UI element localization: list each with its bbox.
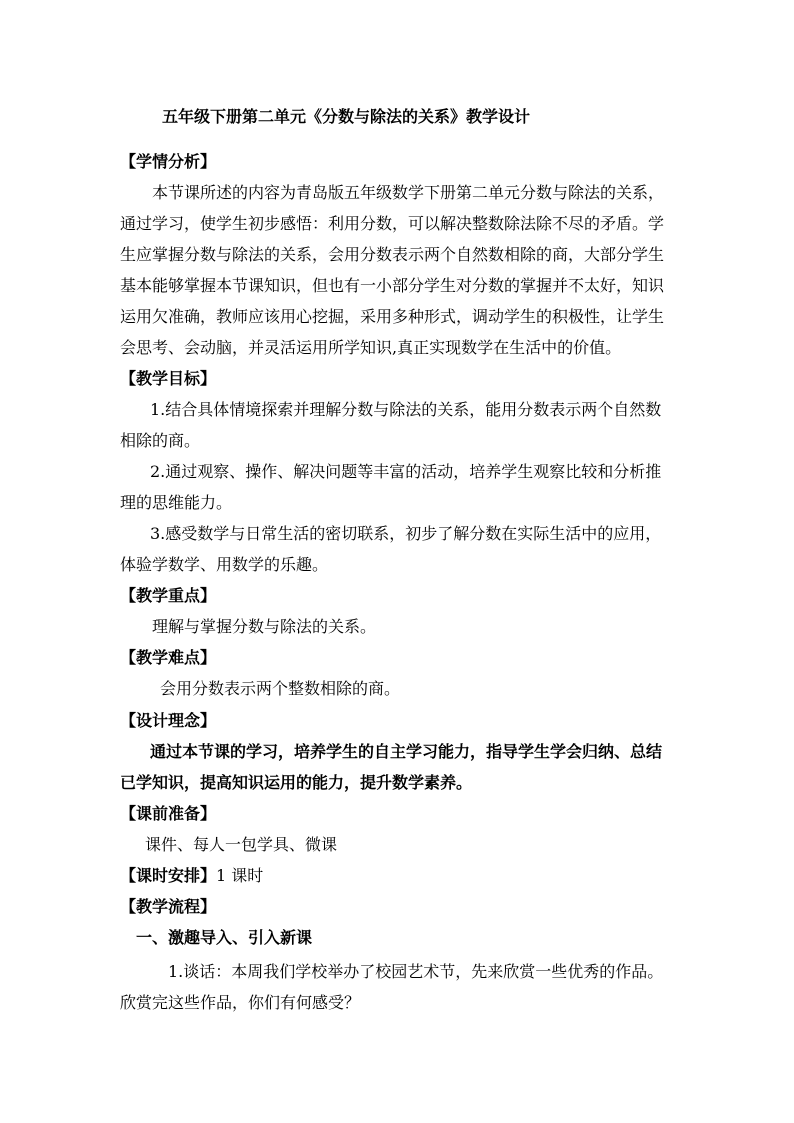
heading-student-analysis: 【学情分析】 <box>120 152 217 171</box>
student-analysis-line: 运用欠准确，教师应该用心挖掘，采用多种形式，调动学生的积极性，让学生 <box>120 307 665 326</box>
student-analysis-line: 会思考、会动脑，并灵活运用所学知识,真正实现数学在生活中的价值。 <box>120 338 622 357</box>
difficulties-text: 会用分数表示两个整数相除的商。 <box>160 679 401 698</box>
student-analysis-line: 基本能够掌握本节课知识，但也有一小部分学生对分数的掌握并不太好，知识 <box>120 276 665 295</box>
document-title: 五年级下册第二单元《分数与除法的关系》教学设计 <box>162 107 531 126</box>
key-points-text: 理解与掌握分数与除法的关系。 <box>152 617 377 636</box>
student-analysis-line: 通过学习，使学生初步感悟：利用分数，可以解决整数除法除不尽的矛盾。学 <box>120 214 665 233</box>
design-concept-line: 已学知识，提高知识运用的能力，提升数学素养。 <box>120 773 473 792</box>
heading-schedule: 【课时安排】 <box>120 866 217 885</box>
heading-difficulties: 【教学难点】 <box>120 648 217 667</box>
heading-key-points: 【教学重点】 <box>120 586 217 605</box>
teaching-goal-line: 2.通过观察、操作、解决问题等丰富的活动，培养学生观察比较和分析推 <box>150 462 662 481</box>
teaching-goal-line: 3.感受数学与日常生活的密切联系，初步了解分数在实际生活中的应用， <box>150 524 662 543</box>
heading-process: 【教学流程】 <box>120 897 217 916</box>
process-step-line: 1.谈话：本周我们学校举办了校园艺术节，先来欣赏一些优秀的作品。 <box>168 962 664 981</box>
heading-design-concept: 【设计理念】 <box>120 711 217 730</box>
teaching-goal-line: 相除的商。 <box>120 431 201 450</box>
heading-teaching-goals: 【教学目标】 <box>120 369 217 388</box>
teaching-goal-line: 体验学数学、用数学的乐趣。 <box>120 555 329 574</box>
teaching-goal-line: 1.结合具体情境探索并理解分数与除法的关系，能用分数表示两个自然数 <box>150 400 662 419</box>
preparation-text: 课件、每人一包学具、微课 <box>145 835 338 854</box>
process-step-line: 欣赏完这些作品，你们有何感受？ <box>120 993 361 1012</box>
student-analysis-line: 生应掌握分数与除法的关系，会用分数表示两个自然数相除的商，大部分学生 <box>120 245 665 264</box>
process-step-title: 一、激趣导入、引入新课 <box>136 928 313 947</box>
student-analysis-line: 本节课所述的内容为青岛版五年级数学下册第二单元分数与除法的关系， <box>152 183 665 202</box>
teaching-goal-line: 理的思维能力。 <box>120 493 233 512</box>
design-concept-line: 通过本节课的学习，培养学生的自主学习能力，指导学生学会归纳、总结 <box>150 742 663 761</box>
schedule-row <box>120 863 263 886</box>
schedule-text: 1 课时 <box>216 866 264 885</box>
heading-preparation: 【课前准备】 <box>120 804 217 823</box>
